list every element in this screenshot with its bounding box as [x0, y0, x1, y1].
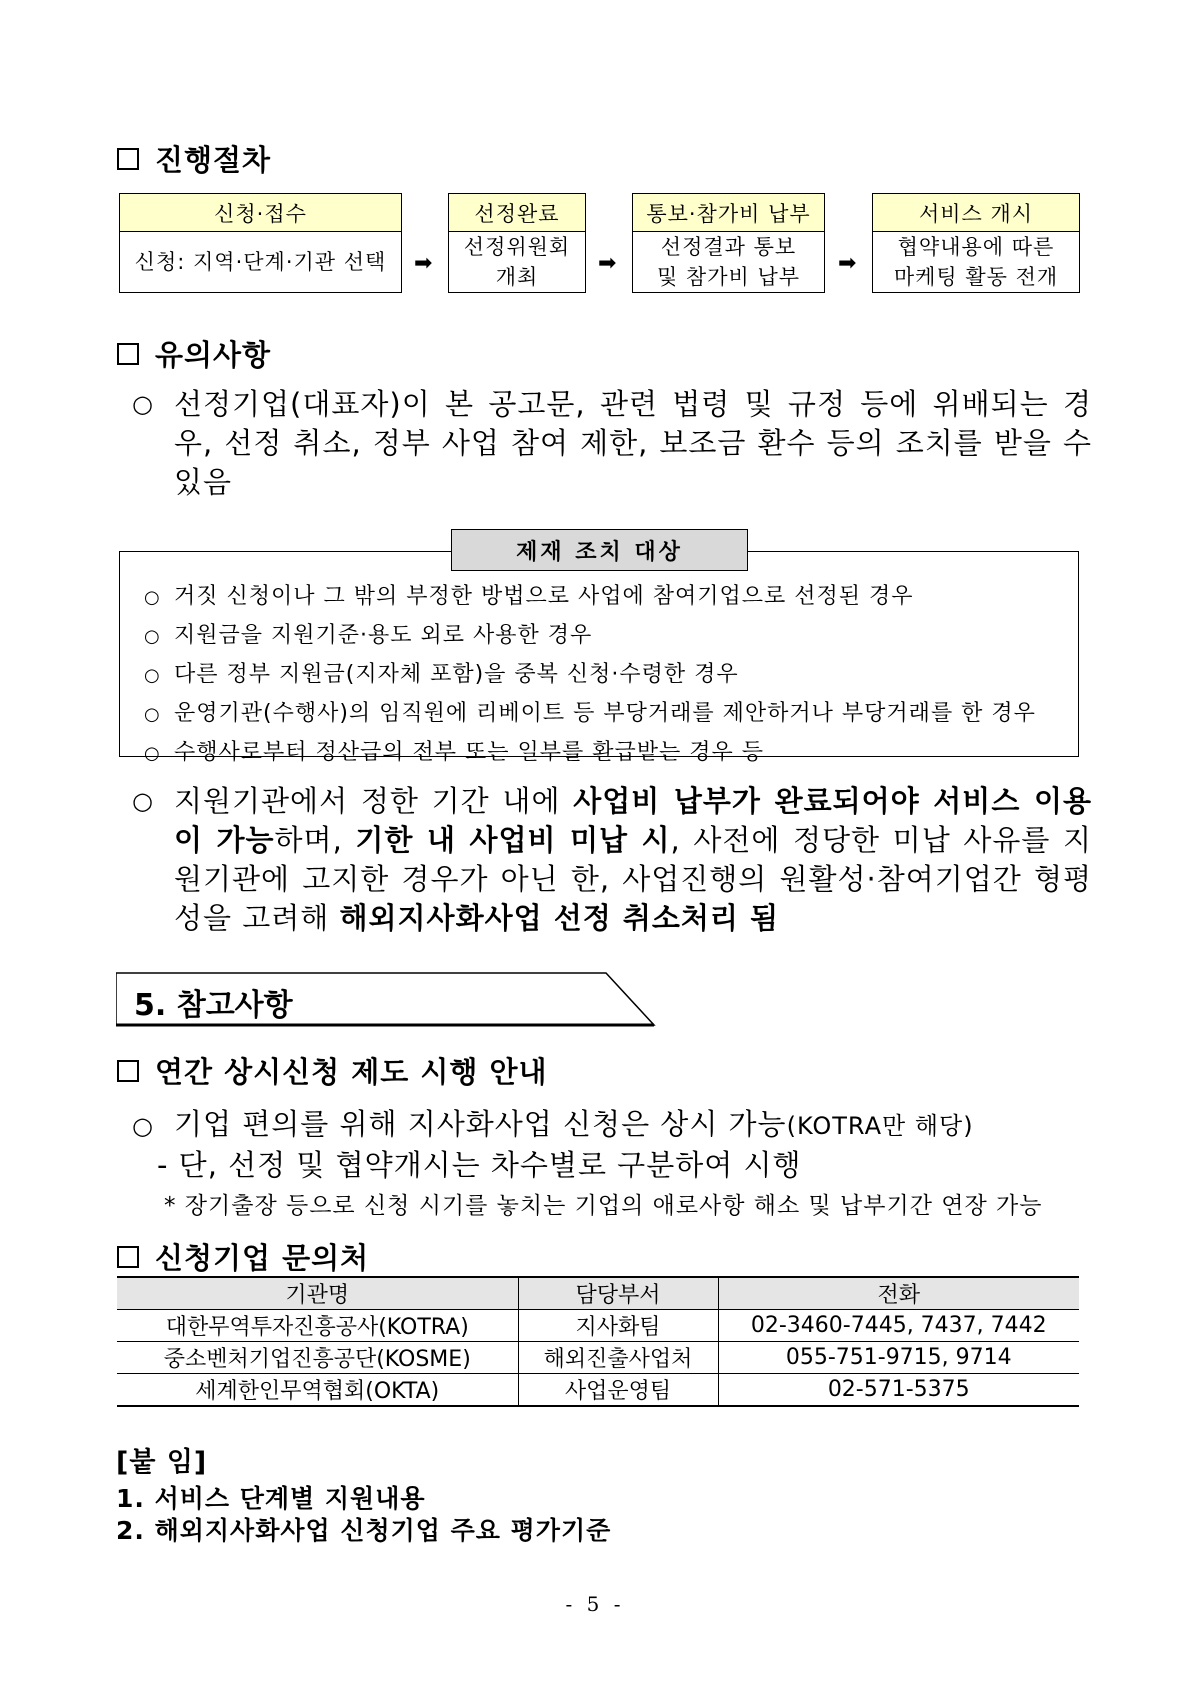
checkbox-square-icon — [117, 148, 139, 170]
section-heading-annual — [117, 1050, 548, 1091]
column-header: 전화 — [718, 1277, 1079, 1310]
section-heading-notes — [117, 333, 271, 374]
sanction-box-title: 제재 조치 대상 — [451, 529, 748, 571]
table-cell: 02-3460-7445, 7437, 7442 — [718, 1310, 1079, 1342]
table-cell: 중소벤처기업진흥공단(KOSME) — [117, 1342, 518, 1374]
table-header-row — [117, 1277, 1079, 1310]
table-cell: 사업운영팀 — [518, 1374, 718, 1407]
annual-footnote: * 장기출장 등으로 신청 시기를 놓치는 기업의 애로사항 해소 및 납부기간 연장 가능 — [164, 1193, 1043, 1219]
table-cell: 해외진출사업처 — [518, 1342, 718, 1374]
table-row — [117, 1342, 1079, 1374]
process-step-body: 선정결과 통보 및 참가비 납부 — [656, 235, 801, 289]
sanction-item: ○ 다른 정부 지원금(지자체 포함)을 중복 신청·수령한 경우 — [144, 662, 739, 687]
table-cell: 세계한인무역협회(OKTA) — [117, 1374, 518, 1407]
section-heading-contacts — [117, 1236, 369, 1277]
attachment-item: 1. 서비스 단계별 지원내용 — [116, 1484, 426, 1513]
table-cell: 055-751-9715, 9714 — [718, 1342, 1079, 1374]
process-step-title: 선정완료 — [449, 194, 585, 232]
sanction-item: ○ 수행사로부터 정산금의 전부 또는 일부를 환급받는 경우 등 — [144, 740, 765, 765]
arrow-right-icon: ➡ — [598, 251, 617, 276]
section-banner-reference — [116, 972, 656, 1027]
column-header: 기관명 — [117, 1277, 518, 1310]
process-step-body: 선정위원회 개최 — [463, 235, 571, 289]
arrow-right-icon: ➡ — [414, 251, 433, 276]
process-step-body: 협약내용에 따른 마케팅 활동 전개 — [893, 235, 1059, 289]
circle-bullet-icon: ○ — [132, 787, 154, 815]
checkbox-square-icon — [117, 1060, 139, 1082]
checkbox-square-icon — [117, 343, 139, 365]
process-step-1 — [119, 193, 402, 293]
table-row — [117, 1310, 1079, 1342]
process-step-title: 서비스 개시 — [873, 194, 1079, 232]
attachment-item: 2. 해외지사화사업 신청기업 주요 평가기준 — [116, 1516, 612, 1545]
sanction-item: ○ 거짓 신청이나 그 밖의 부정한 방법으로 사업에 참여기업으로 선정된 경우 — [144, 584, 914, 609]
section-heading-contacts-text: 신청기업 문의처 — [155, 1241, 370, 1275]
contacts-table — [117, 1276, 1079, 1407]
sanction-list — [144, 577, 1036, 772]
table-cell: 지사화팀 — [518, 1310, 718, 1342]
process-step-body: 신청: 지역·단계·기관 선택 — [134, 250, 387, 274]
notes-paragraph-1-text: 선정기업(대표자)이 본 공고문, 관련 법령 및 규정 등에 위배되는 경우, 선정 취소, 정부 사업 참여 제한, 보조금 환수 등의 조치를 받을 수 있음 — [174, 387, 1092, 499]
sanction-box — [119, 551, 1079, 765]
column-header: 담당부서 — [518, 1277, 718, 1310]
process-step-3 — [632, 193, 825, 293]
table-cell: 대한무역투자진흥공사(KOTRA) — [117, 1310, 518, 1342]
section-banner-reference-text: 5. 참고사항 — [134, 988, 293, 1023]
checkbox-square-icon — [117, 1246, 139, 1268]
sanction-item: ○ 운영기관(수행사)의 임직원에 리베이트 등 부당거래를 제안하거나 부당거래를 한 경우 — [144, 701, 1036, 726]
section-heading-notes-text: 유의사항 — [155, 338, 272, 372]
process-step-title: 통보·참가비 납부 — [633, 194, 824, 232]
annual-line-2: - 단, 선정 및 협약개시는 차수별로 구분하여 시행 — [157, 1148, 802, 1182]
notes-paragraph-1 — [132, 385, 1092, 502]
process-step-title: 신청·접수 — [120, 194, 401, 232]
attachments-heading: [붙 임] — [116, 1447, 208, 1478]
arrow-right-icon: ➡ — [838, 251, 857, 276]
notes-paragraph-2 — [132, 782, 1092, 938]
notes-paragraph-2-text: 지원기관에서 정한 기간 내에 사업비 납부가 완료되어야 서비스 이용이 가능하며, 기한 내 사업비 미납 시, 사전에 정당한 미납 사유를 지원기관에 고지한 경우가 아닌 한, 사업진행의 원활성·참여기업간 형평성을 고려해 해외지사화사업 선정 취소처리 됨 — [174, 784, 1093, 935]
table-row — [117, 1374, 1079, 1407]
table-cell: 02-571-5375 — [718, 1374, 1079, 1407]
section-heading-procedure-text: 진행절차 — [155, 143, 272, 177]
sanction-item: ○ 지원금을 지원기준·용도 외로 사용한 경우 — [144, 623, 593, 648]
annual-line-1: ○ 기업 편의를 위해 지사화사업 신청은 상시 가능(KOTRA만 해당) — [132, 1107, 974, 1141]
circle-bullet-icon: ○ — [132, 390, 154, 418]
process-step-2 — [448, 193, 586, 293]
section-heading-procedure — [117, 138, 271, 179]
process-step-4 — [872, 193, 1080, 293]
page-number: - 5 - — [565, 1592, 625, 1616]
section-heading-annual-text: 연간 상시신청 제도 시행 안내 — [155, 1055, 548, 1089]
